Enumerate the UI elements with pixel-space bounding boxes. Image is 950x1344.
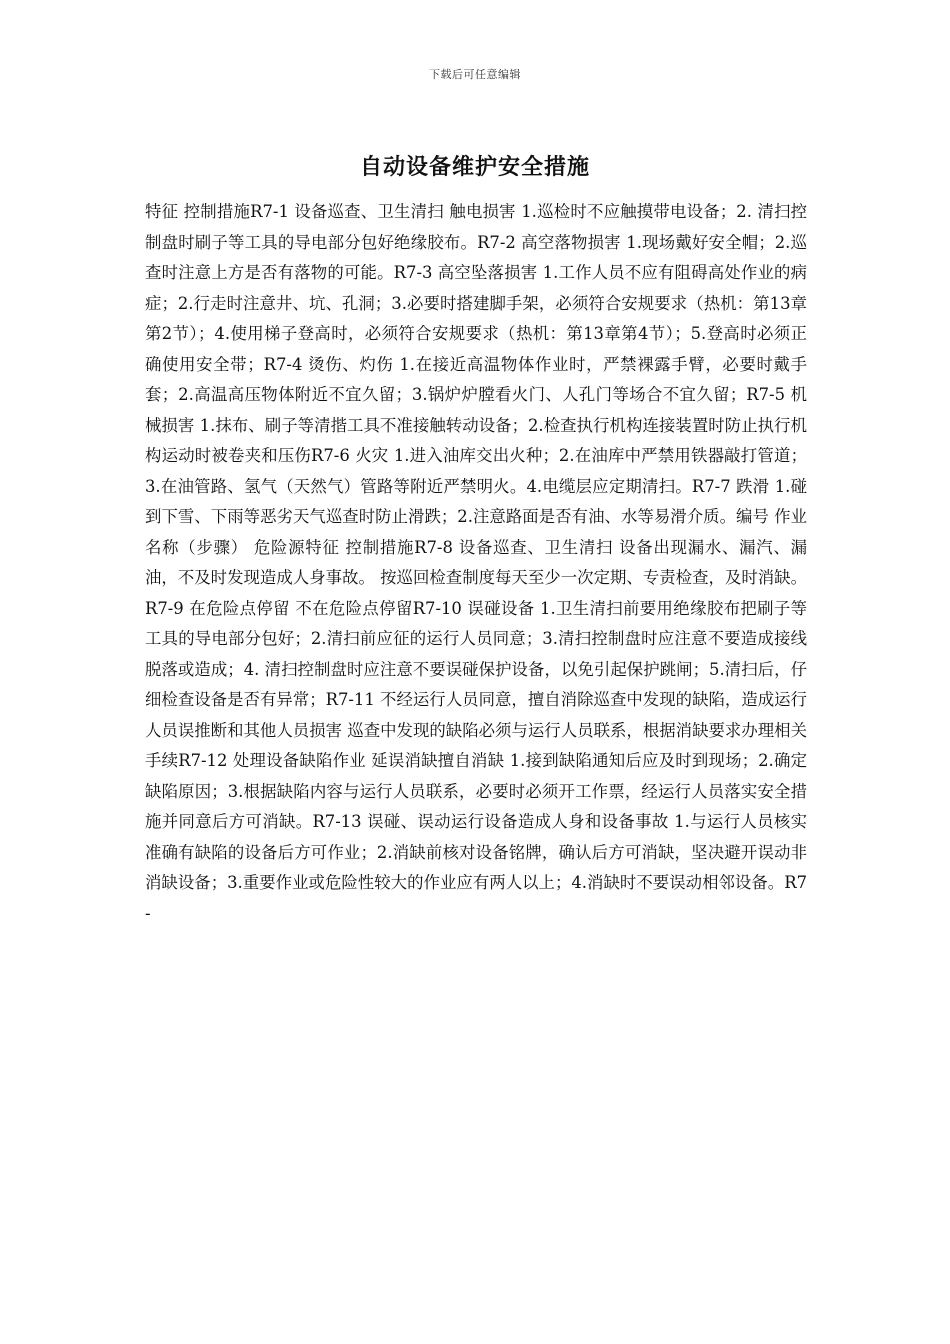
document-body: 特征 控制措施R7-1 设备巡查、卫生清扫 触电损害 1.巡检时不应触摸带电设备；2. 清扫控制盘时刷子等工具的导电部分包好绝缘胶布。R7-2 高空落物损害 1.现场戴好安全帽；2.巡查时注意上方是否有落物的可能。R7-3 高空坠落损害 1.工作人员不应有阻碍高处作业的病症；2.行走时注意井、坑、孔洞；3.必要时搭建脚手架，必须符合安规要求（热机：第13章第2节）；4.使用梯子登高时，必须符合安规要求（热机：第13章第4节）；5.登高时必须正确使用安全带；R7-4 烫伤、灼伤 1.在接近高温物体作业时，严禁裸露手臂，必要时戴手套；2.高温高压物体附近不宜久留；3.锅炉炉膛看火门、人孔门等场合不宜久留；R7-5 机械损害 1.抹布、刷子等清揩工具不准接触转动设备；2.检查执行机构连接装置时防止执行机构运动时被卷夹和压伤R7-6 火灾 1.进入油库交出火种；2.在油库中严禁用铁器敲打管道；3.在油管路、氢气（天然气）管路等附近严禁明火。4.电缆层应定期清扫。R7-7 跌滑 1.碰到下雪、下雨等恶劣天气巡查时防止滑跌；2.注意路面是否有油、水等易滑介质。编号 作业名称（步骤） 危险源特征 控制措施R7-8 设备巡查、卫生清扫 设备出现漏水、漏汽、漏油，不及时发现造成人身事故。 按巡回检查制度每天至少一次定期、专责检查，及时消缺。R7-9 在危险点停留 不在危险点停留R7-10 误碰设备 1.卫生清扫前要用绝缘胶布把刷子等工具的导电部分包好；2.清扫前应征的运行人员同意；3.清扫控制盘时应注意不要造成接线脱落或造成；4. 清扫控制盘时应注意不要误碰保护设备，以免引起保护跳闸；5.清扫后，仔细检查设备是否有异常；R7-11 不经运行人员同意，擅自消除巡查中发现的缺陷，造成运行人员误推断和其他人员损害 巡查中发现的缺陷必须与运行人员联系，根据消缺要求办理相关手续R7-12 处理设备缺陷作业 延误消缺擅自消缺 1.接到缺陷通知后应及时到现场；2.确定缺陷原因；3.根据缺陷内容与运行人员联系，必要时必须开工作票，经运行人员落实安全措施并同意后方可消缺。R7-13 误碰、误动运行设备造成人身和设备事故 1.与运行人员核实准确有缺陷的设备后方可作业；2.消缺前核对设备铭牌，确认后方可消缺，坚决避开误动非消缺设备；3.重要作业或危险性较大的作业应有两人以上；4.消缺时不要误动相邻设备。R7-: [145, 202, 807, 923]
header-note: 下载后可任意编辑: [429, 68, 521, 81]
document-title: 自动设备维护安全措施: [359, 154, 590, 180]
